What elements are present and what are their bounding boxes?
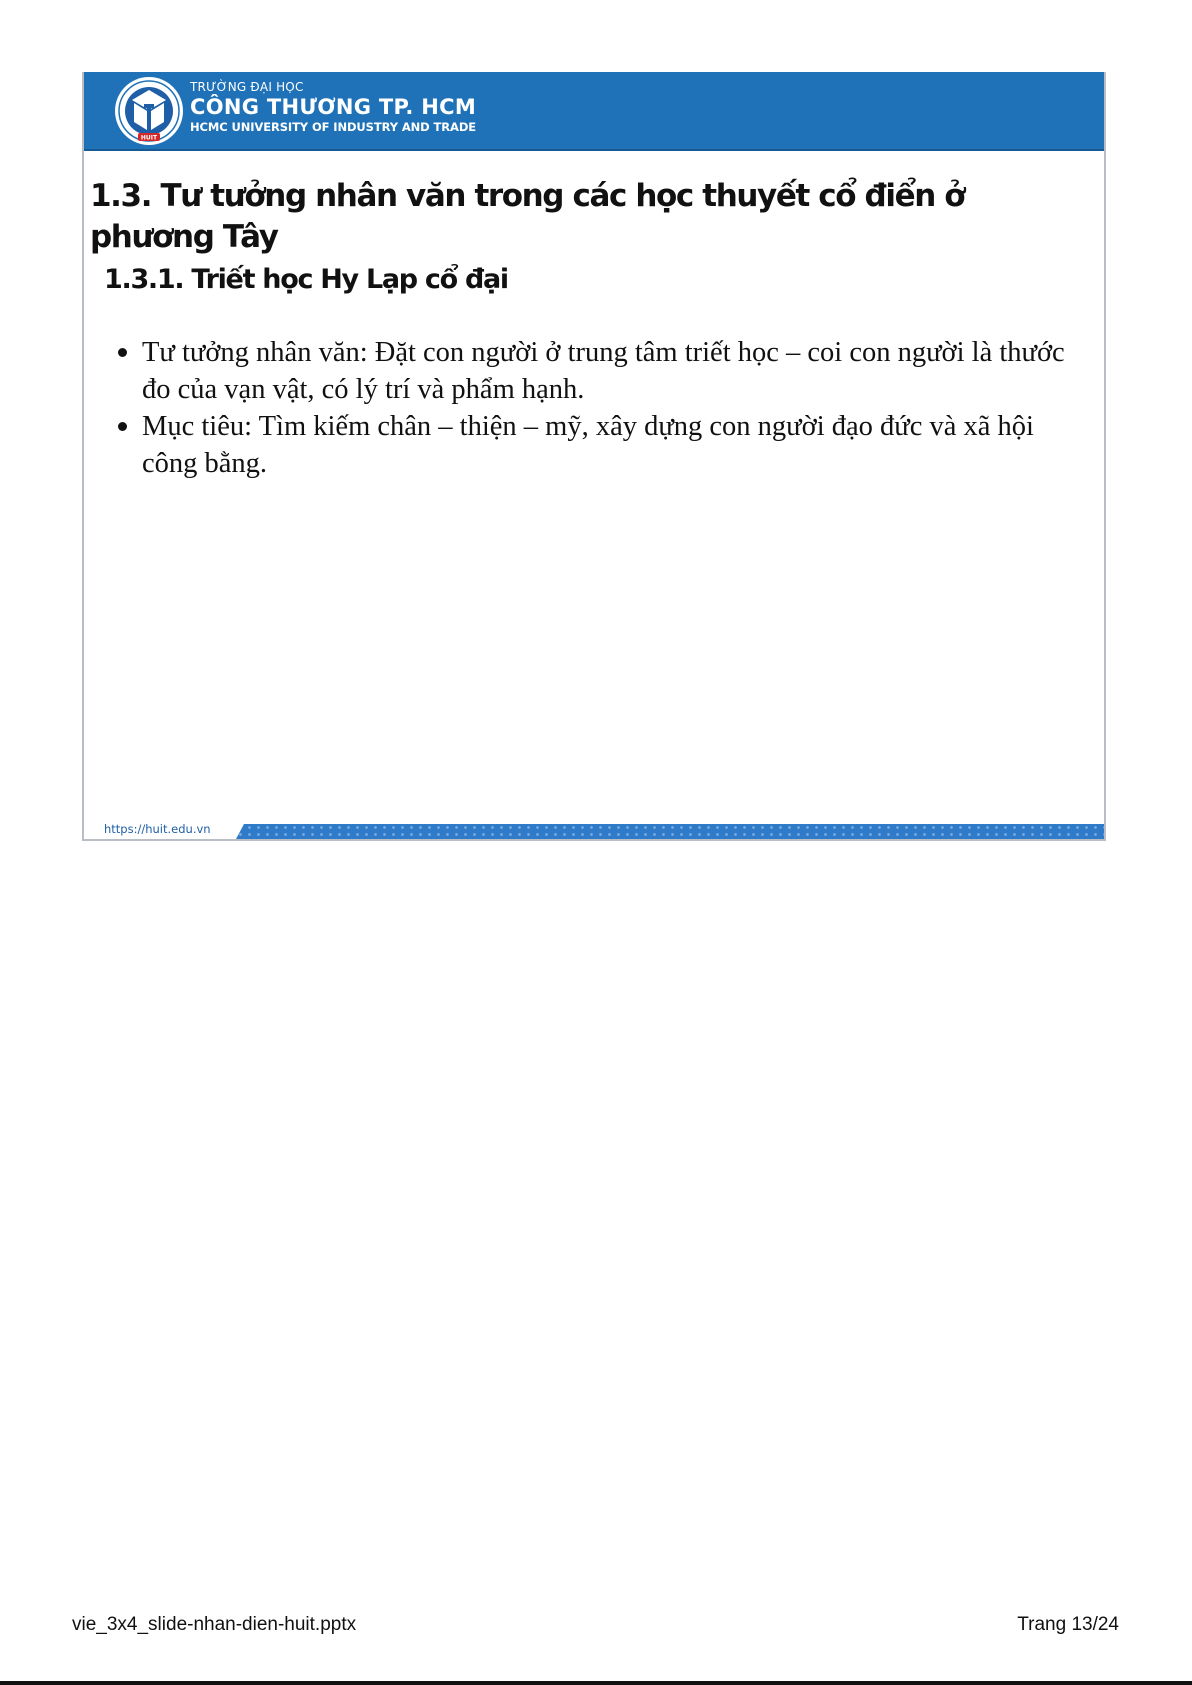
document-filename: vie_3x4_slide-nhan-dien-huit.pptx bbox=[72, 1614, 357, 1635]
university-seal-icon bbox=[114, 76, 184, 146]
list-item bbox=[118, 408, 1088, 482]
bullet-icon bbox=[118, 422, 127, 431]
bullet-list bbox=[118, 334, 1088, 482]
slide-footer bbox=[84, 821, 1106, 839]
footer-url-link[interactable]: https://huit.edu.vn bbox=[104, 822, 211, 836]
bullet-text: Mục tiêu: Tìm kiếm chân – thiện – mỹ, xây dựng con người đạo đức và xã hội công bằng. bbox=[142, 411, 1034, 479]
bullet-icon bbox=[118, 348, 127, 357]
slide-header bbox=[82, 72, 1106, 151]
slide-subtitle: 1.3.1. Triết học Hy Lạp cổ đại bbox=[104, 264, 508, 295]
page-bottom-border bbox=[0, 1681, 1192, 1685]
logo-line-1: TRƯỜNG ĐẠI HỌC bbox=[190, 80, 304, 94]
seal-label: HUIT bbox=[140, 134, 158, 142]
university-name bbox=[190, 80, 476, 134]
bullet-text: Tư tưởng nhân văn: Đặt con người ở trung tâm triết học – coi con người là thước đo của vạn vật, có lý trí và phẩm hạnh. bbox=[142, 337, 1065, 405]
logo-line-3: HCMC UNIVERSITY OF INDUSTRY AND TRADE bbox=[190, 120, 477, 134]
footer-decorative-band bbox=[236, 824, 1106, 839]
slide bbox=[82, 72, 1106, 841]
logo-line-2: CÔNG THƯƠNG TP. HCM bbox=[190, 95, 477, 119]
page-number: Trang 13/24 bbox=[1017, 1614, 1119, 1635]
slide-title: 1.3. Tư tưởng nhân văn trong các học thuyết cổ điển ở phương Tây bbox=[90, 178, 965, 255]
list-item bbox=[118, 334, 1088, 408]
